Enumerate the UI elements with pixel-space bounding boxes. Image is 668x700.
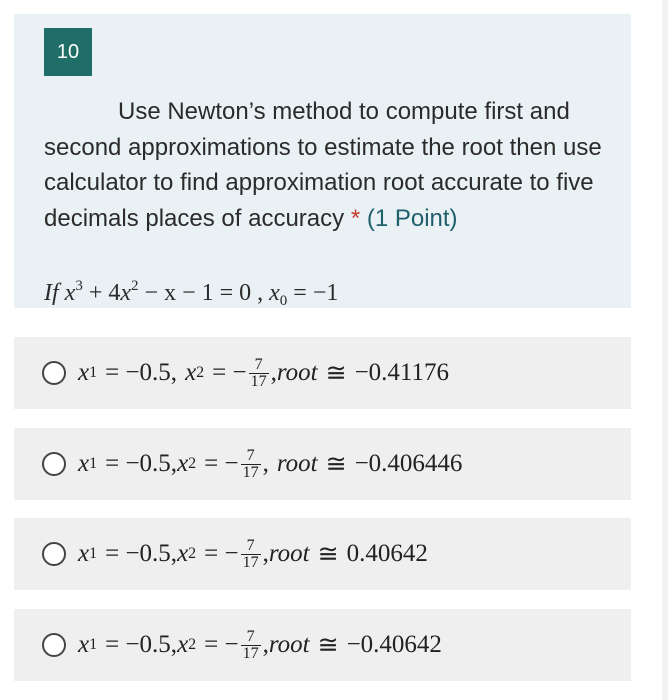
x2-label: x bbox=[177, 540, 189, 567]
required-marker: * bbox=[350, 204, 361, 232]
x1-value: = −0.5, bbox=[105, 450, 178, 477]
fraction bbox=[241, 629, 261, 662]
equation-x0: x bbox=[269, 280, 280, 306]
equation-exp3: 3 bbox=[75, 278, 83, 294]
fraction-numerator: 7 bbox=[246, 536, 255, 554]
radio-button[interactable] bbox=[42, 452, 66, 476]
x1-value: = −0.5, bbox=[105, 631, 178, 658]
fraction-numerator: 7 bbox=[246, 446, 255, 464]
x1-value: = −0.5, bbox=[105, 540, 178, 567]
root-value: 0.40642 bbox=[346, 540, 428, 567]
approx-sign: ≅ bbox=[325, 360, 347, 387]
x1-value: = −0.5, bbox=[105, 359, 178, 386]
x2-eq: = − bbox=[212, 359, 247, 386]
x1-label: x bbox=[78, 631, 90, 658]
x2-eq: = − bbox=[204, 540, 239, 567]
fraction-denominator: 17 bbox=[242, 463, 259, 481]
equation-x0-value: = −1 bbox=[293, 280, 339, 306]
equation-sub0: 0 bbox=[279, 293, 288, 309]
question-points: (1 Point) bbox=[366, 204, 458, 232]
root-label: root bbox=[268, 631, 310, 658]
x1-label: x bbox=[78, 450, 90, 477]
question-text bbox=[44, 94, 604, 236]
approx-sign: ≅ bbox=[317, 632, 339, 659]
approx-sign: ≅ bbox=[325, 451, 347, 478]
question-equation bbox=[44, 280, 604, 307]
fraction-denominator: 17 bbox=[250, 372, 267, 390]
root-label: root bbox=[268, 540, 310, 567]
answer-option-1[interactable] bbox=[14, 337, 631, 409]
option-math: x 1 = −0.5, x 2 = − $\frac{7}{17}$ , root ≅ −0.40642 bbox=[78, 627, 442, 662]
option-math: x 1 = −0.5, x 2 = − $\frac{7}{17}$ , root ≅ −0.406446 bbox=[78, 446, 463, 481]
option-math: x 1 = −0.5, x 2 = − $\frac{7}{17}$ , root ≅ 0.40642 bbox=[78, 536, 428, 571]
root-value: −0.41176 bbox=[354, 359, 449, 386]
x2-label: x bbox=[177, 450, 189, 477]
radio-button[interactable] bbox=[42, 542, 66, 566]
fraction bbox=[241, 538, 261, 571]
question-text-rest: and second approximations to estimate the root then use calculator to find approximation root accurate to five decimals places of accuracy bbox=[44, 98, 602, 232]
equation-plus4: + 4 bbox=[88, 280, 121, 306]
fraction-denominator: 17 bbox=[242, 644, 259, 662]
x2-eq: = − bbox=[204, 450, 239, 477]
question-number: 10 bbox=[44, 28, 92, 76]
equation-if: If bbox=[44, 280, 59, 306]
x2-label: x bbox=[177, 631, 189, 658]
scroll-edge bbox=[662, 0, 668, 700]
radio-button[interactable] bbox=[42, 633, 66, 657]
fraction-numerator: 7 bbox=[246, 627, 255, 645]
x1-label: x bbox=[78, 540, 90, 567]
fraction-denominator: 17 bbox=[242, 553, 259, 571]
x2-label: x bbox=[185, 359, 197, 386]
equation-x-sq: x bbox=[120, 280, 132, 306]
answer-option-3[interactable] bbox=[14, 518, 631, 590]
root-label: root bbox=[276, 450, 318, 477]
radio-button[interactable] bbox=[42, 361, 66, 385]
answer-option-2[interactable] bbox=[14, 428, 631, 500]
equation-rest: − x − 1 = 0 , bbox=[144, 280, 264, 306]
x2-eq: = − bbox=[204, 631, 239, 658]
fraction-numerator: 7 bbox=[254, 355, 263, 373]
question-card bbox=[14, 14, 631, 308]
answer-option-4[interactable] bbox=[14, 609, 631, 681]
approx-sign: ≅ bbox=[317, 541, 339, 568]
option-math: x 1 = −0.5, x 2 = − $\frac{7}{17}$ , root ≅ −0.41176 bbox=[78, 355, 449, 390]
root-value: −0.406446 bbox=[354, 450, 463, 477]
root-label: root bbox=[276, 359, 318, 386]
question-text-line1: Use Newton’s method to compute first bbox=[118, 98, 524, 125]
root-value: −0.40642 bbox=[346, 631, 442, 658]
fraction bbox=[249, 357, 269, 390]
fraction bbox=[241, 448, 261, 481]
equation-x: x bbox=[64, 280, 76, 306]
equation-exp2: 2 bbox=[131, 278, 139, 294]
x1-label: x bbox=[78, 359, 90, 386]
